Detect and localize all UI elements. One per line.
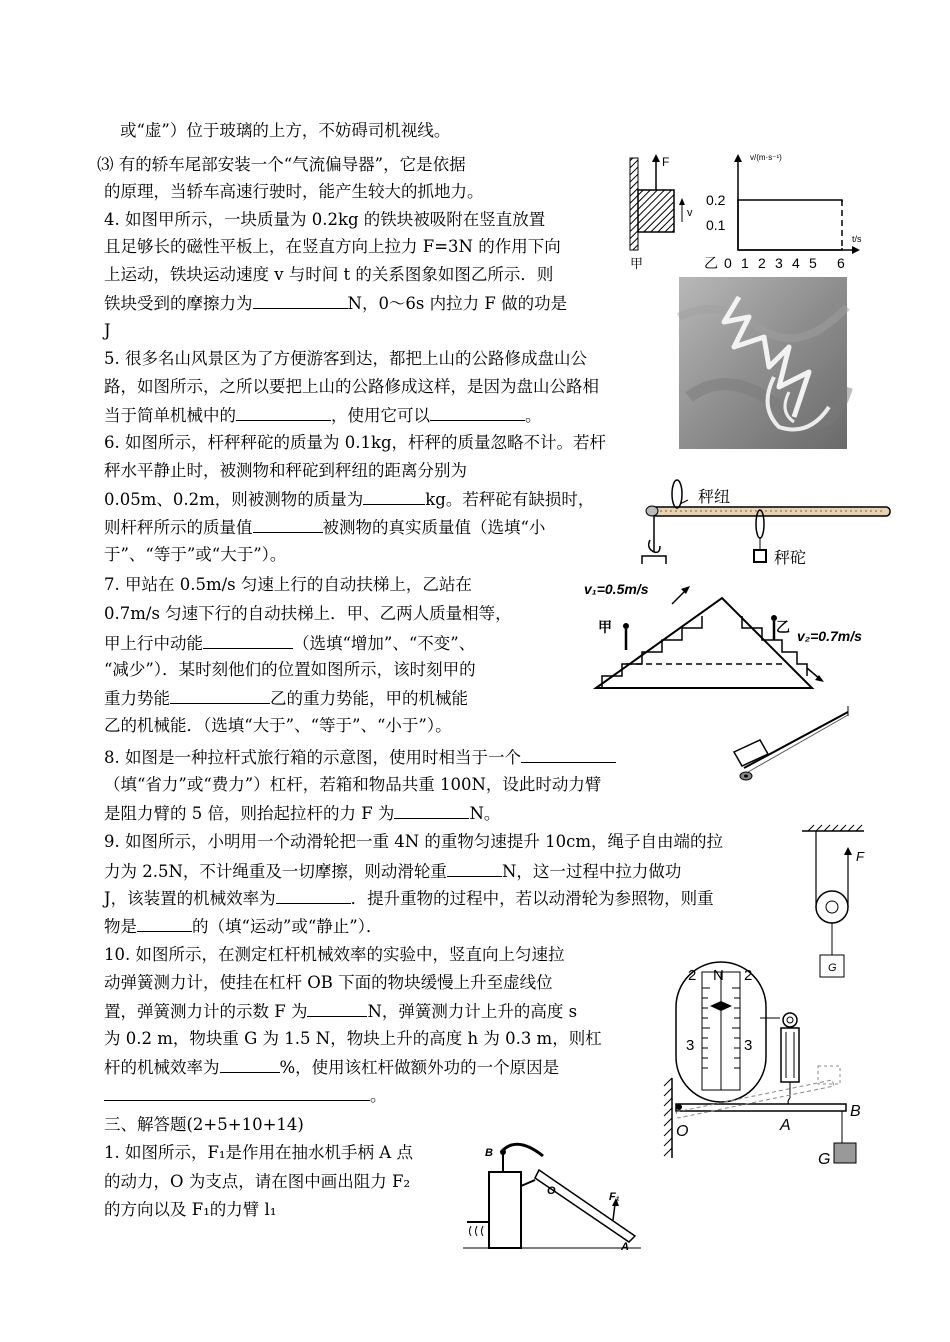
x-axis-label: t/s <box>852 234 862 244</box>
text-line: 的方向以及 F₁的力臂 l₁ <box>104 1200 277 1219</box>
x-tick-label: 5 <box>809 255 817 271</box>
text-line: 6. 如图所示，杆秤秤砣的质量为 0.1kg，杆秤的质量忽略不计。若杆 <box>104 433 607 452</box>
answer-blank[interactable] <box>170 686 270 704</box>
figure-caption: 甲 <box>630 256 644 271</box>
force-label: F <box>662 155 670 169</box>
text-line: 物是 的（填“运动”或“静止”）． <box>104 914 383 939</box>
velocity-label: v <box>687 207 693 219</box>
x-tick-label: 4 <box>792 255 800 271</box>
text-line: 1. 如图所示，F₁是作用在抽水机手柄 A 点 <box>104 1143 413 1162</box>
text-line: 7. 甲站在 0.5m/s 匀速上行的自动扶梯上，乙站在 <box>104 575 472 594</box>
answer-blank[interactable] <box>307 999 367 1017</box>
text-line: 的动力，O 为支点，请在图中画出阻力 F₂ <box>104 1172 411 1191</box>
text-line: 10. 如图所示，在测定杠杆机械效率的实验中，竖直向上匀速拉 <box>104 945 565 964</box>
text-line: 8. 如图是一种拉杆式旅行箱的示意图，使用时相当于一个 <box>104 745 616 770</box>
point-a-label: A <box>621 1241 629 1253</box>
scale-unit: N <box>713 967 724 984</box>
pivot-label: O <box>547 1185 556 1197</box>
text-line: 则杆秤所示的质量值 被测物的真实质量值（选填“小 <box>104 515 545 540</box>
text-line: 。 <box>104 1083 387 1108</box>
vt-chart-figure <box>704 150 874 272</box>
x-tick-label: 1 <box>741 255 749 271</box>
text-line: 甲上行中动能 （选填“增加”、“不变”、 <box>104 631 475 656</box>
text-line: 9. 如图所示，小明用一个动滑轮把一重 4N 的重物匀速提升 10cm，绳子自由端的拉 <box>104 832 724 851</box>
text-line: 4. 如图甲所示，一块质量为 0.2kg 的铁块被吸附在竖直放置 <box>104 210 546 229</box>
y-tick-label: 0.1 <box>706 217 726 233</box>
text-line: 的原理，当轿车高速行驶时，能产生较大的抓地力。 <box>104 182 484 201</box>
pivot-label: O <box>676 1123 689 1140</box>
x-tick-label: 6 <box>837 255 845 271</box>
answer-blank[interactable] <box>253 515 323 533</box>
text-line: 力为 2.5N，不计绳重及一切摩擦，则动滑轮重 N，这一过程中拉力做功 <box>104 859 681 884</box>
answer-blank[interactable] <box>253 291 348 309</box>
answer-blank[interactable] <box>276 886 351 904</box>
text-line: 秤水平静止时，被测物和秤砣到秤纽的距离分别为 <box>104 461 467 480</box>
text-line: J <box>104 321 111 340</box>
x-tick-label: 2 <box>758 255 766 271</box>
text-line: 5. 很多名山风景区为了方便游客到达，都把上山的公路修成盘山公 <box>104 349 587 368</box>
answer-blank[interactable] <box>394 801 469 819</box>
section-heading: 三、解答题(2+5+10+14) <box>104 1115 304 1134</box>
point-b-label: B <box>850 1103 861 1120</box>
text-line: 或“虚”）位于玻璃的上方，不妨碍司机视线。 <box>120 121 451 140</box>
answer-blank[interactable] <box>236 403 331 421</box>
y-axis-label: v/(m·s⁻¹) <box>750 153 782 162</box>
text-line: 杆的机械效率为 %，使用该杠杆做额外功的一个原因是 <box>104 1055 559 1080</box>
lever-experiment-figure <box>660 958 870 1172</box>
person-yi-label: 乙 <box>776 619 790 635</box>
v1-label: v₁=0.5m/s <box>584 581 649 597</box>
steelyard-figure <box>640 480 902 572</box>
weight-label: 秤砣 <box>774 550 807 567</box>
text-line: 乙的机械能．（选填“大于”、“等于”、“小于”）。 <box>104 716 452 735</box>
figure-caption: 乙 <box>704 255 718 271</box>
answer-blank[interactable] <box>521 745 616 763</box>
text-line: （填“省力”或“费力”）杠杆，若箱和物品共重 100N，设此时动力臂 <box>104 775 602 794</box>
point-b-label: B <box>485 1147 493 1159</box>
v2-label: v₂=0.7m/s <box>797 628 862 644</box>
text-line: 是阻力臂的 5 倍，则抬起拉杆的力 F 为 N。 <box>104 801 500 826</box>
scale-tick: 2 <box>744 967 753 984</box>
answer-blank[interactable] <box>220 1055 280 1073</box>
water-pump-figure <box>463 1140 645 1252</box>
text-line: J，该装置的机械效率为 ．提升重物的过程中，若以动滑轮为参照物，则重 <box>104 886 714 911</box>
point-a-label: A <box>780 1117 791 1134</box>
answer-blank[interactable] <box>430 403 525 421</box>
suitcase-figure <box>730 702 855 782</box>
answer-blank[interactable] <box>363 487 425 505</box>
force-label: F <box>856 849 864 864</box>
text-line: 0.7m/s 匀速下行的自动扶梯上．甲、乙两人质量相等， <box>104 604 512 623</box>
answer-blank[interactable] <box>137 914 192 932</box>
answer-blank[interactable] <box>447 859 502 877</box>
text-line: 为 0.2 m，物块重 G 为 1.5 N，物块上升的高度 h 为 0.3 m，则杠 <box>104 1029 602 1048</box>
answer-blank[interactable] <box>104 1083 370 1101</box>
x-tick-label: 0 <box>724 255 732 271</box>
y-tick-label: 0.2 <box>706 192 726 208</box>
scale-tick: 2 <box>688 967 697 984</box>
answer-blank[interactable] <box>203 631 293 649</box>
magnet-plate-figure <box>626 150 706 272</box>
text-line: 且足够长的磁性平板上，在竖直方向上拉力 F=3N 的作用下向 <box>104 237 561 256</box>
weight-label: G <box>828 962 837 974</box>
text-line: 重力势能 乙的重力势能，甲的机械能 <box>104 686 468 711</box>
x-tick-label: 3 <box>775 255 783 271</box>
text-line: 当于简单机械中的 ，使用它可以 。 <box>104 403 542 428</box>
scale-tick: 3 <box>686 1037 695 1054</box>
text-line: 铁块受到的摩擦力为 N，0～6s 内拉力 F 做的功是 <box>104 291 567 316</box>
text-line: 上运动，铁块运动速度 v 与时间 t 的关系图象如图乙所示．则 <box>104 265 554 284</box>
escalator-figure <box>582 574 862 694</box>
weight-label: G <box>818 1151 831 1168</box>
mountain-road-photo <box>679 277 847 449</box>
text-line: 于”、“等于”或“大于”）。 <box>104 545 287 564</box>
scale-tick: 3 <box>744 1037 753 1054</box>
text-line: 置，弹簧测力计的示数 F 为 N，弹簧测力计上升的高度 s <box>104 999 577 1024</box>
text-line: “减少”）．某时刻他们的位置如图所示，该时刻甲的 <box>104 660 476 679</box>
text-line: ⑶ 有的轿车尾部安装一个“气流偏导器”，它是依据 <box>97 155 466 174</box>
force-label: F₁ <box>609 1191 620 1203</box>
person-jia-label: 甲 <box>598 619 612 635</box>
knob-label: 秤纽 <box>698 489 731 506</box>
text-line: 0.05m、0.2m，则被测物的质量为 kg。若秤砣有缺损时， <box>104 487 594 512</box>
text-line: 动弹簧测力计，使挂在杠杆 OB 下面的物块缓慢上升至虚线位 <box>104 973 553 992</box>
text-line: 路，如图所示，之所以要把上山的公路修成这样，是因为盘山公路相 <box>104 377 599 396</box>
